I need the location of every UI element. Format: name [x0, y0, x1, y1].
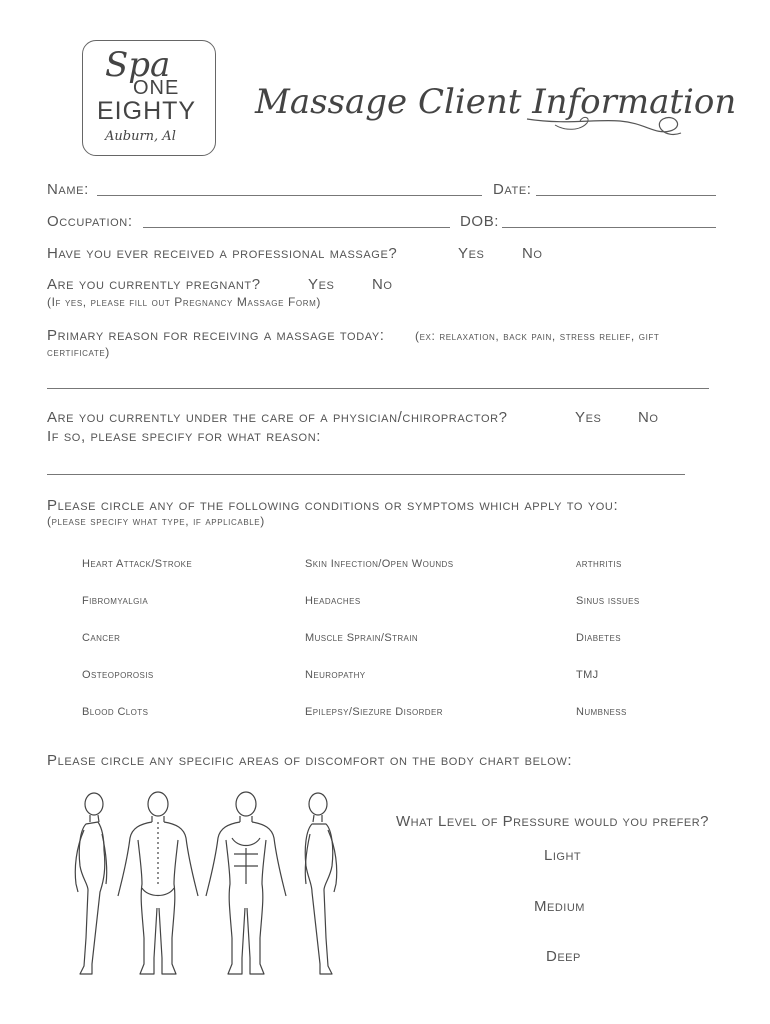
conditions-subheading: (please specify what type, if applicable)	[47, 514, 265, 528]
date-label: Date:	[493, 181, 532, 198]
logo-city-text: Auburn, Al	[105, 129, 176, 144]
pressure-medium[interactable]: Medium	[534, 898, 585, 915]
physician-reason-field[interactable]	[47, 474, 685, 475]
condition-osteoporosis[interactable]: Osteoporosis	[82, 669, 154, 681]
primary-reason-field[interactable]	[47, 388, 709, 389]
body-figure-back	[118, 792, 198, 974]
condition-fibromyalgia[interactable]: Fibromyalgia	[82, 595, 149, 607]
page-title: Massage Client Information	[255, 82, 737, 122]
condition-muscle-sprain[interactable]: Muscle Sprain/Strain	[305, 632, 419, 644]
pregnant-yes[interactable]: Yes	[308, 276, 335, 293]
condition-epilepsy[interactable]: Epilepsy/Siezure Disorder	[305, 706, 443, 718]
primary-reason-question: Primary reason for receiving a massage today:	[47, 327, 385, 344]
body-chart-heading: Please circle any specific areas of discomfort on the body chart below:	[47, 752, 573, 769]
physician-question: Are you currently under the care of a physician/chiropractor?	[47, 409, 508, 426]
conditions-heading: Please circle any of the following conditions or symptoms which apply to you:	[47, 497, 619, 514]
spa-logo	[82, 40, 216, 156]
pressure-question: What Level of Pressure would you prefer?	[396, 813, 710, 830]
pressure-deep[interactable]: Deep	[546, 948, 581, 965]
pregnant-question: Are you currently pregnant?	[47, 276, 261, 293]
prof-massage-yes[interactable]: Yes	[458, 245, 485, 262]
date-field[interactable]	[536, 195, 716, 196]
physician-followup: If so, please specify for what reason:	[47, 428, 322, 445]
pressure-light[interactable]: Light	[544, 847, 582, 864]
body-figure-side-right	[305, 793, 337, 974]
occupation-field[interactable]	[143, 227, 450, 228]
pregnant-no[interactable]: No	[372, 276, 393, 293]
physician-yes[interactable]: Yes	[575, 409, 602, 426]
prof-massage-question: Have you ever received a professional massage?	[47, 245, 398, 262]
pregnant-note: (If yes, please fill out Pregnancy Massage Form)	[47, 295, 321, 309]
condition-numbness[interactable]: Numbness	[576, 706, 627, 718]
dob-field[interactable]	[502, 227, 716, 228]
name-label: Name:	[47, 181, 89, 198]
name-field[interactable]	[97, 195, 482, 196]
body-figure-front	[206, 792, 286, 974]
occupation-label: Occupation:	[47, 213, 133, 230]
dob-label: DOB:	[460, 213, 500, 230]
condition-blood-clots[interactable]: Blood Clots	[82, 706, 149, 718]
prof-massage-no[interactable]: No	[522, 245, 543, 262]
condition-skin-infection[interactable]: Skin Infection/Open Wounds	[305, 558, 454, 570]
condition-cancer[interactable]: Cancer	[82, 632, 121, 644]
physician-no[interactable]: No	[638, 409, 659, 426]
primary-reason-examples-cont: certificate)	[47, 345, 110, 359]
condition-diabetes[interactable]: Diabetes	[576, 632, 621, 644]
primary-reason-examples: (ex: relaxation, back pain, stress relief, gift	[415, 329, 660, 343]
condition-tmj[interactable]: TMJ	[576, 669, 599, 681]
condition-heart-attack-stroke[interactable]: Heart Attack/Stroke	[82, 558, 193, 570]
title-flourish-icon	[525, 105, 685, 145]
logo-spa-text: Spa	[105, 45, 171, 85]
body-figure-side-left	[75, 793, 107, 974]
logo-one-text: ONE	[133, 77, 180, 99]
body-chart[interactable]	[62, 788, 352, 988]
condition-neuropathy[interactable]: Neuropathy	[305, 669, 366, 681]
condition-headaches[interactable]: Headaches	[305, 595, 361, 607]
logo-eighty-text: EIGHTY	[97, 97, 197, 125]
condition-arthritis[interactable]: arthritis	[576, 558, 622, 570]
condition-sinus-issues[interactable]: Sinus issues	[576, 595, 640, 607]
